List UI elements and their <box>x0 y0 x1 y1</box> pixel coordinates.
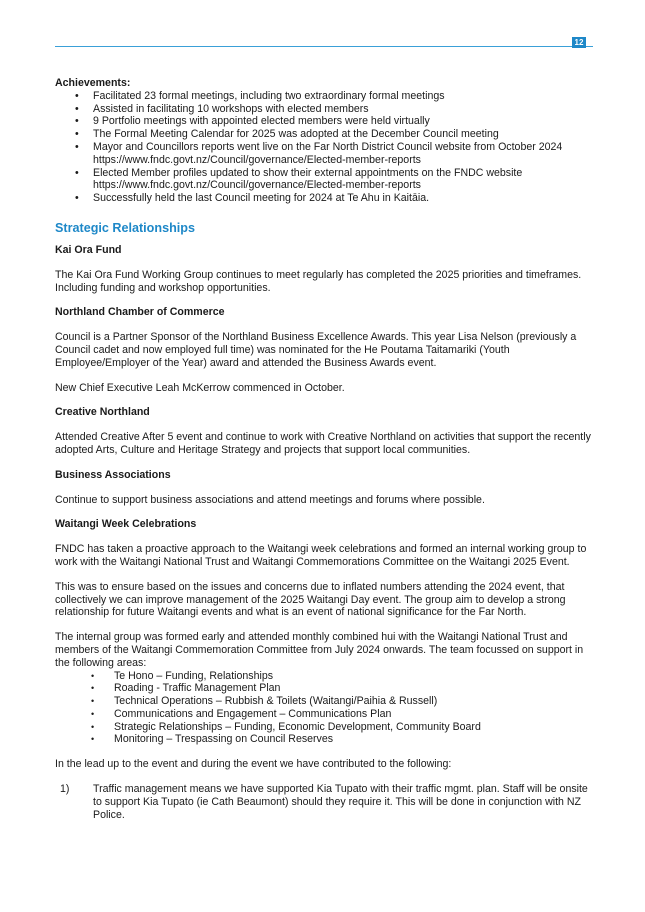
page-number: 12 <box>572 37 586 48</box>
list-item: • Successfully held the last Council meeting for 2024 at Te Ahu in Kaitāia. <box>55 192 595 205</box>
header-rule <box>55 46 593 47</box>
list-item: • Te Hono – Funding, Relationships <box>55 670 595 683</box>
list-item: • The Formal Meeting Calendar for 2025 was adopted at the December Council meeting <box>55 128 595 141</box>
waitangi-text-1: FNDC has taken a proactive approach to the Waitangi week celebrations and formed an internal working group to work with the Waitangi National Trust and Waitangi Commemorations Committee on the Waitangi 2025 Event. <box>55 543 587 568</box>
section-title: Strategic Relationships <box>55 220 195 235</box>
list-item: • Facilitated 23 formal meetings, including two extraordinary formal meetings <box>55 90 595 103</box>
list-item: • Roading - Traffic Management Plan <box>55 682 595 695</box>
waitangi-heading: Waitangi Week Celebrations <box>55 518 197 531</box>
creative-text: Attended Creative After 5 event and continue to work with Creative Northland on activities that support the recently adopted Arts, Culture and Heritage Strategy and projects that support local communities. <box>55 431 591 456</box>
list-item: • Communications and Engagement – Communications Plan <box>55 708 595 721</box>
areas-list <box>55 670 595 747</box>
business-text: Continue to support business associations and attend meetings and forums where possible. <box>55 493 485 506</box>
list-item: • Technical Operations – Rubbish & Toilets (Waitangi/Paihia & Russell) <box>55 695 595 708</box>
kai-ora-heading: Kai Ora Fund <box>55 243 122 256</box>
numbered-list <box>55 783 595 821</box>
list-number: 1) <box>60 783 70 796</box>
list-item: • Assisted in facilitating 10 workshops with elected members <box>55 103 595 116</box>
list-item: • Elected Member profiles updated to show their external appointments on the FNDC website https://www.fndc.govt.nz/Council/governance/Elected-member-reports <box>55 167 595 193</box>
waitangi-text-3: The internal group was formed early and attended monthly combined hui with the Waitangi National Trust and members of the Waitangi Commemoration Committee from July 2024 onwards. The team focussed on support in the following areas: <box>55 631 584 669</box>
kai-ora-text: The Kai Ora Fund Working Group continues to meet regularly has completed the 2025 priorities and timeframes. Including funding and workshop opportunities. <box>55 268 582 294</box>
business-heading: Business Associations <box>55 468 171 481</box>
list-item: • Monitoring – Trespassing on Council Reserves <box>55 733 595 746</box>
creative-heading: Creative Northland <box>55 406 150 419</box>
document-body <box>55 77 595 821</box>
chamber-text-1: Council is a Partner Sponsor of the Northland Business Excellence Awards. This year Lisa Nelson (previously a Council cadet and now employed full time) was nominated for the He Poutama Taitamariki (Youth Employee/Employer of the Year) award and attended the Business Awards event. <box>55 331 577 369</box>
chamber-text-2: New Chief Executive Leah McKerrow commenced in October. <box>55 381 345 394</box>
list-item <box>55 783 595 821</box>
achievements-heading: Achievements: <box>55 77 131 89</box>
list-text: Traffic management means we have supported Kia Tupato with their traffic mgmt. plan. Staff will be onsite to support Kia Tupato (ie Cath Beaumont) should they require it. This will be done in conjunction with NZ Police. <box>93 783 588 821</box>
achievements-list <box>55 90 595 205</box>
chamber-heading: Northland Chamber of Commerce <box>55 306 225 319</box>
waitangi-text-2: This was to ensure based on the issues and concerns due to inflated numbers attending the 2024 event, that collectively we can improve management of the 2025 Waitangi Day event. The group aim to develop a strong relationship for future Waitangi events and what is an event of national significance for the Far North. <box>55 580 566 619</box>
list-item: • 9 Portfolio meetings with appointed elected members were held virtually <box>55 115 595 128</box>
list-item: • Mayor and Councillors reports went live on the Far North District Council website from October 2024 https://www.fndc.govt.nz/Council/governance/Elected-member-reports <box>55 141 595 167</box>
lead-up-text: In the lead up to the event and during the event we have contributed to the following: <box>55 758 452 771</box>
list-item: • Strategic Relationships – Funding, Economic Development, Community Board <box>55 721 595 734</box>
